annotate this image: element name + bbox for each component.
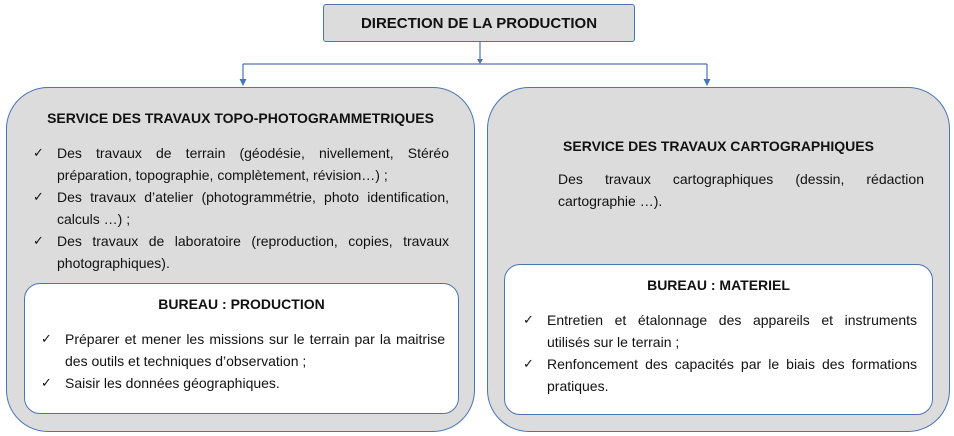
arrow-head-right: [704, 79, 711, 86]
arrow-head-center: [477, 59, 483, 64]
check-icon: ✓: [33, 189, 44, 204]
service-carto-box: [487, 87, 950, 432]
check-icon: ✓: [41, 331, 52, 346]
service-topo-list: [29, 142, 449, 274]
arrow-head-left: [240, 79, 247, 86]
bureau-production-list: [37, 328, 445, 394]
bureau-materiel-list: [519, 309, 917, 397]
check-icon: ✓: [33, 145, 44, 160]
list-item: ✓ Des travaux de terrain (géodésie, nivellement, Stéréo préparation, topographie, complètement, révision…) ;: [29, 142, 449, 186]
list-item: ✓ Des travaux de laboratoire (reproduction, copies, travaux photographiques).: [29, 230, 449, 274]
check-icon: ✓: [523, 312, 534, 327]
check-icon: ✓: [33, 233, 44, 248]
service-carto-title: SERVICE DES TRAVAUX CARTOGRAPHIQUES: [563, 138, 874, 154]
bureau-production-title: BUREAU : PRODUCTION: [158, 296, 325, 312]
check-icon: ✓: [523, 356, 534, 371]
list-item: ✓ Des travaux d’atelier (photogrammétrie, photo identification, calculs …) ;: [29, 186, 449, 230]
list-item: ✓ Saisir les données géographiques.: [37, 372, 445, 394]
bureau-materiel-box: [504, 264, 933, 415]
list-item: ✓ Renfoncement des capacités par le biais des formations pratiques.: [519, 353, 917, 397]
bureau-production-box: [24, 283, 459, 414]
direction-box: [323, 4, 635, 42]
service-carto-description: Des travaux cartographiques (dessin, rédaction cartographie …).: [558, 171, 924, 209]
direction-title: DIRECTION DE LA PRODUCTION: [360, 14, 598, 32]
check-icon: ✓: [41, 375, 52, 390]
bureau-materiel-title: BUREAU : MATERIEL: [647, 277, 790, 293]
list-item: ✓ Entretien et étalonnage des appareils et instruments utilisés sur le terrain ;: [519, 309, 917, 353]
service-topo-box: [6, 87, 475, 432]
service-topo-title: SERVICE DES TRAVAUX TOPO-PHOTOGRAMMETRIQUES: [47, 110, 434, 126]
list-item: ✓ Préparer et mener les missions sur le terrain par la maitrise des outils et techniques d’observation ;: [37, 328, 445, 372]
